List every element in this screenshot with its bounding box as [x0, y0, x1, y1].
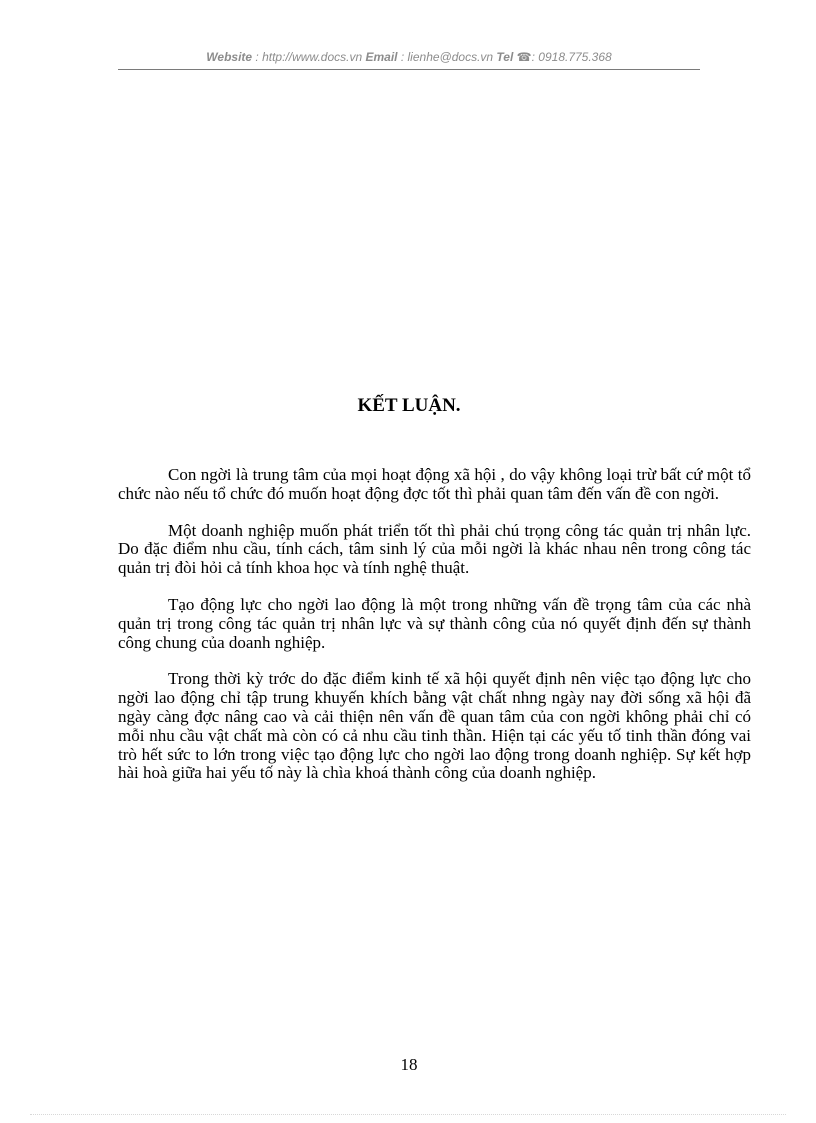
paragraph: Trong thời kỳ trớc do đặc điểm kinh tế xã hội quyết định nên việc tạo động lực cho ngời lao động chỉ tập trung khuyến khích bằng vật chất nhng ngày nay đời sống xã hội đã ngày càng đợc nâng cao và cải thiện nên vấn đề quan tâm của con ngời không phải chỉ có mỗi nhu cầu vật chất mà còn có cả nhu cầu tinh thần. Hiện tại các yếu tố tinh thần đóng vai trò hết sức to lớn trong việc tạo động lực cho ngời lao động trong doanh nghiệp. Sự kết hợp hài hoà giữa hai yếu tố này là chìa khoá thành công của doanh nghiệp.	[118, 669, 751, 783]
website-url: : http://www.docs.vn	[255, 50, 363, 64]
header-divider	[118, 69, 700, 70]
phone-icon: ☎	[516, 50, 532, 64]
conclusion-body	[118, 466, 751, 801]
page-header	[118, 50, 700, 64]
paragraph: Một doanh nghiệp muốn phát triển tốt thì phải chú trọng công tác quản trị nhân lực. Do đặc điểm nhu cầu, tính cách, tâm sinh lý của mỗi ngời là khác nhau nên trong công tác quản trị đòi hỏi cả tính khoa học và tính nghệ thuật.	[118, 520, 751, 578]
tel-label: Tel	[496, 50, 514, 64]
footer-divider	[30, 1114, 786, 1115]
paragraph: Tạo động lực cho ngời lao động là một trong những vấn đề trọng tâm của các nhà quản trị trong công tác quản trị nhân lực và sự thành công của nó quyết định đến sự thành công chung của doanh nghiệp.	[118, 594, 751, 652]
email-address: : lienhe@docs.vn	[400, 50, 494, 64]
paragraph: Con ngời là trung tâm của mọi hoạt động xã hội , do vậy không loại trừ bất cứ một tổ chức nào nếu tổ chức đó muốn hoạt động đợc tốt thì phải quan tâm đến vấn đề con ngời.	[118, 465, 751, 503]
section-title: KẾT LUẬN.	[357, 395, 461, 416]
email-label: Email	[365, 50, 398, 64]
website-label: Website	[206, 50, 253, 64]
page-number: 18	[400, 1055, 418, 1074]
tel-number: : 0918.775.368	[531, 50, 612, 64]
